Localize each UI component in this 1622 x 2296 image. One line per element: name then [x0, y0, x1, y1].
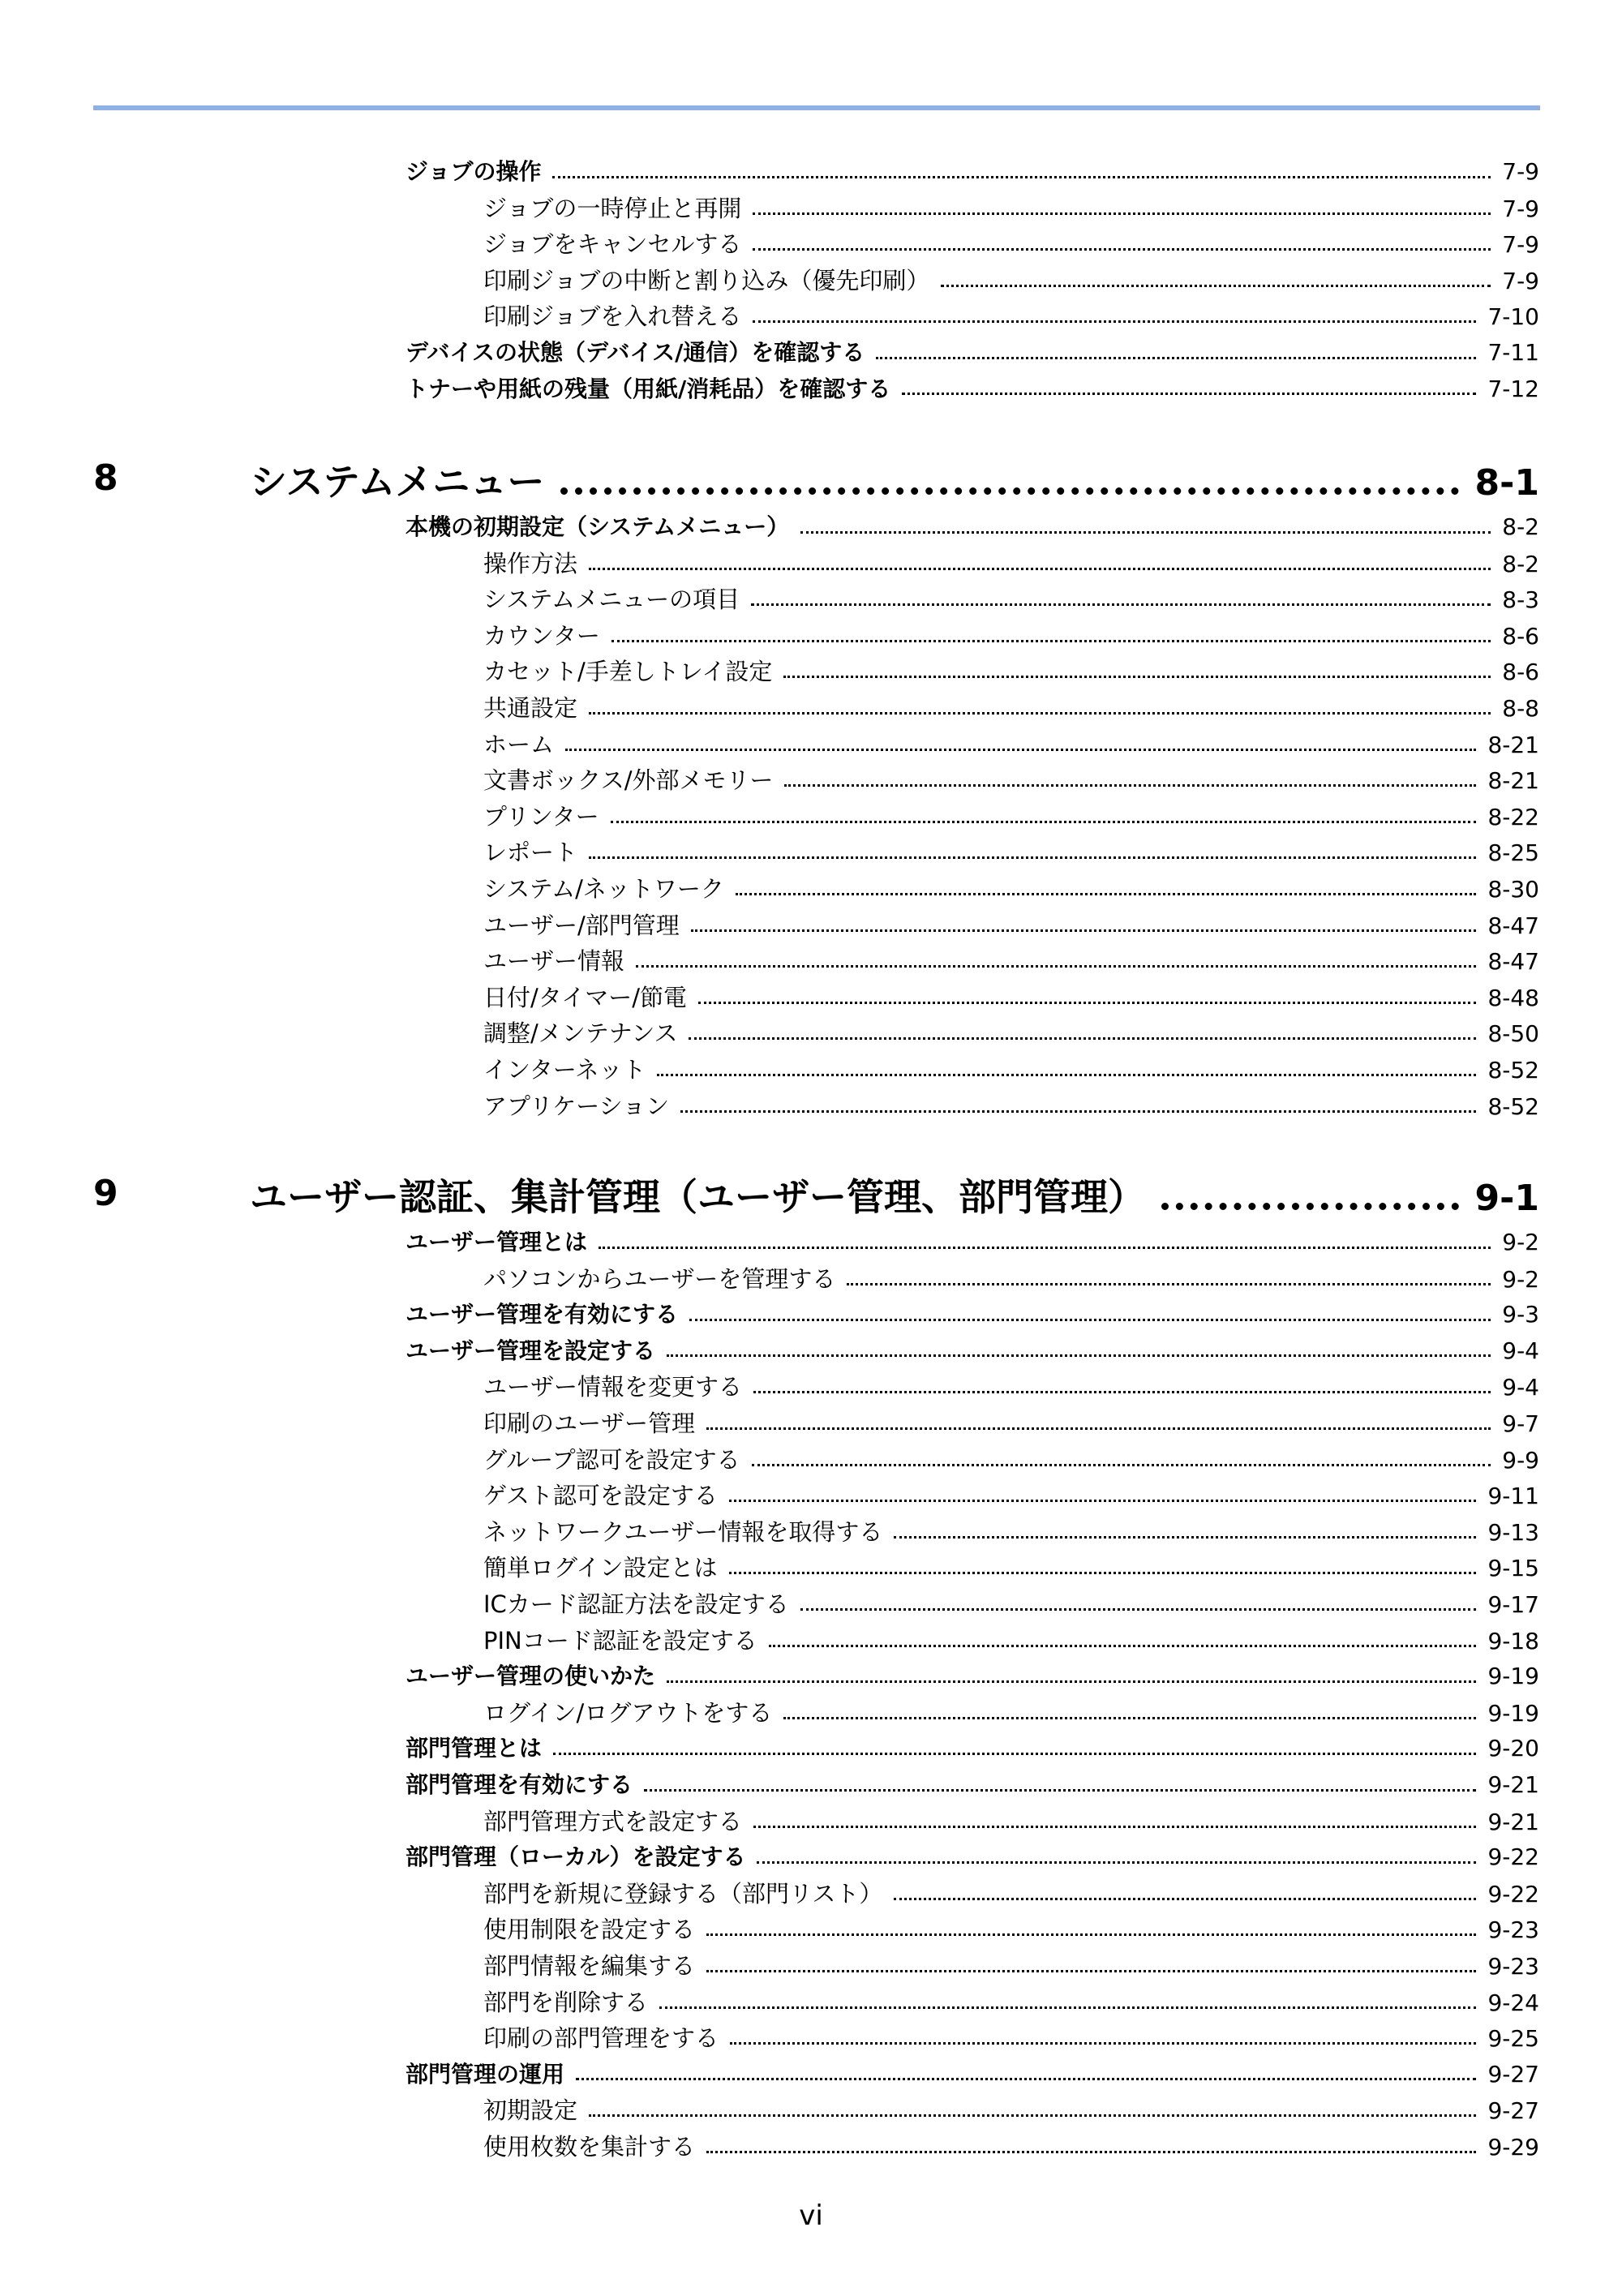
dot-leader	[847, 1283, 1491, 1285]
toc-entry-page: 7-12	[1487, 375, 1539, 402]
toc-entry-title: 印刷のユーザー管理	[483, 1410, 696, 1437]
toc-entry-title: 部門管理の運用	[406, 2060, 565, 2088]
dot-leader	[552, 176, 1491, 178]
toc-entry-page: 8-30	[1487, 876, 1539, 903]
toc-subsection-entry[interactable]	[483, 1514, 1539, 1547]
toc-entry-title: システム/ネットワーク	[483, 875, 724, 903]
header-rule	[93, 105, 1540, 110]
toc-subsection-entry[interactable]	[483, 582, 1539, 615]
dot-leader	[902, 393, 1476, 395]
dot-leader	[659, 2006, 1476, 2009]
toc-entry-page: 9-27	[1487, 2060, 1539, 2088]
toc-entry-title: 日付/タイマー/節電	[483, 983, 687, 1011]
toc-entry-page: 7-9	[1502, 158, 1539, 185]
toc-entry-page: 9-21	[1487, 1808, 1539, 1835]
toc-subsection-entry[interactable]	[483, 1015, 1539, 1049]
toc-entry-title: 印刷ジョブを入れ替える	[483, 303, 742, 331]
toc-entry-title: 操作方法	[483, 549, 578, 577]
toc-entry-title: ネットワークユーザー情報を取得する	[483, 1517, 883, 1546]
toc-section-entry[interactable]	[406, 2057, 1539, 2089]
toc-section-entry[interactable]	[406, 509, 1539, 542]
dot-leader	[589, 2114, 1476, 2117]
chapter-8-title: システムメニュー	[250, 460, 545, 504]
dot-leader	[560, 487, 1458, 495]
toc-entry-page: 9-29	[1487, 2134, 1539, 2161]
toc-entry-page: 7-10	[1487, 303, 1539, 331]
toc-entry-page: 9-23	[1487, 1953, 1539, 1980]
toc-subsection-entry[interactable]	[483, 298, 1539, 332]
dot-leader	[589, 568, 1491, 570]
toc-subsection-entry[interactable]	[483, 2129, 1539, 2162]
toc-subsection-entry[interactable]	[483, 1985, 1539, 2018]
toc-subsection-entry[interactable]	[483, 1623, 1539, 1656]
toc-entry-page: 9-4	[1502, 1374, 1539, 1401]
dot-leader	[689, 1037, 1476, 1040]
toc-entry-title: カウンター	[483, 621, 600, 650]
dot-leader	[589, 712, 1491, 715]
toc-entry-page: 8-47	[1487, 948, 1539, 976]
toc-subsection-entry[interactable]	[483, 762, 1539, 796]
dot-leader	[730, 2042, 1476, 2045]
toc-entry-title: 部門管理を有効にする	[406, 1771, 633, 1798]
dot-leader	[706, 1933, 1476, 1936]
toc-entry-title: 本機の初期設定（システムメニュー）	[406, 513, 790, 540]
toc-entry-page: 9-18	[1487, 1627, 1539, 1654]
toc-entry-title: 共通設定	[483, 694, 578, 722]
toc-entry-title: ユーザー情報を変更する	[483, 1373, 743, 1401]
toc-entry-title: 部門管理方式を設定する	[483, 1807, 743, 1835]
dot-leader	[698, 1002, 1476, 1004]
toc-entry-title: ジョブの一時停止と再開	[483, 194, 742, 222]
toc-subsection-entry[interactable]	[483, 1695, 1539, 1728]
toc-subsection-entry[interactable]	[483, 871, 1539, 904]
toc-entry-page: 9-23	[1487, 1916, 1539, 1944]
dot-leader	[689, 1319, 1491, 1321]
toc-entry-page: 9-2	[1502, 1229, 1539, 1255]
toc-entry-page: 9-2	[1502, 1265, 1539, 1293]
toc-entry-page: 9-22	[1487, 1880, 1539, 1908]
dot-leader	[706, 2151, 1476, 2153]
toc-entry-page: 8-52	[1487, 1092, 1539, 1120]
toc-entry-page: 8-2	[1502, 513, 1539, 540]
dot-leader	[553, 1753, 1476, 1755]
toc-entry-title: トナーや用紙の残量（用紙/消耗品）を確認する	[406, 375, 891, 402]
dot-leader	[729, 1500, 1477, 1502]
toc-entry-title: ジョブをキャンセルする	[483, 230, 742, 259]
toc-section-entry[interactable]	[406, 371, 1539, 404]
toc-subsection-entry[interactable]	[483, 690, 1539, 723]
toc-entry-title: PINコード認証を設定する	[483, 1626, 757, 1654]
dot-leader	[876, 357, 1476, 359]
dot-leader	[736, 893, 1477, 895]
toc-entry-title: カセット/手差しトレイ設定	[483, 658, 773, 686]
toc-entry-title: 簡単ログイン設定とは	[483, 1554, 718, 1582]
toc-entry-title: 文書ボックス/外部メモリー	[483, 766, 774, 795]
dot-leader	[691, 929, 1477, 932]
dot-leader	[894, 1536, 1476, 1539]
toc-section-entry[interactable]	[406, 1225, 1539, 1257]
toc-section-entry[interactable]	[406, 335, 1539, 367]
toc-subsection-entry[interactable]	[483, 1586, 1539, 1620]
dot-leader	[751, 603, 1491, 606]
toc-entry-title: 初期設定	[483, 2096, 578, 2125]
toc-entry-page: 9-20	[1487, 1735, 1539, 1762]
dot-leader	[657, 1074, 1476, 1076]
dot-leader	[636, 965, 1476, 968]
toc-entry-title: グループ認可を設定する	[483, 1445, 740, 1474]
toc-entry-title: デバイスの状態（デバイス/通信）を確認する	[406, 339, 865, 366]
toc-entry-page: 9-27	[1487, 2097, 1539, 2125]
toc-entry-title: 部門を削除する	[483, 1988, 649, 2016]
toc-subsection-entry[interactable]	[483, 943, 1539, 976]
toc-entry-title: アプリケーション	[483, 1092, 670, 1120]
chapter-8-heading[interactable]	[250, 453, 1539, 506]
toc-section-entry[interactable]	[406, 1333, 1539, 1366]
dot-leader	[769, 1645, 1477, 1647]
dot-leader	[941, 285, 1491, 287]
dot-leader	[753, 1826, 1476, 1828]
dot-leader	[783, 1717, 1476, 1719]
toc-entry-title: パソコンからユーザーを管理する	[483, 1264, 836, 1293]
toc-entry-page: 9-17	[1487, 1591, 1539, 1618]
toc-entry-page: 7-9	[1502, 195, 1539, 222]
dot-leader	[706, 1970, 1476, 1972]
dot-leader	[680, 1110, 1476, 1113]
page-folio: vi	[799, 2199, 823, 2232]
toc-section-entry[interactable]	[406, 1297, 1539, 1329]
toc-entry-page: 8-3	[1502, 586, 1539, 614]
dot-leader	[783, 676, 1491, 678]
toc-entry-page: 8-2	[1502, 550, 1539, 577]
dot-leader	[589, 856, 1476, 859]
toc-entry-page: 8-8	[1502, 695, 1539, 722]
toc-entry-page: 9-19	[1487, 1663, 1539, 1690]
dot-leader	[784, 784, 1476, 787]
toc-entry-page: 8-22	[1487, 803, 1539, 830]
chapter-8-page: 8-1	[1474, 462, 1539, 504]
toc-subsection-entry[interactable]	[483, 546, 1539, 579]
toc-entry-title: ゲスト認可を設定する	[483, 1482, 718, 1510]
toc-entry-title: 調整/メンテナンス	[483, 1019, 678, 1048]
toc-subsection-entry[interactable]	[483, 2092, 1539, 2126]
toc-entry-page: 8-50	[1487, 1020, 1539, 1048]
toc-entry-title: 部門管理（ローカル）を設定する	[406, 1843, 746, 1871]
dot-leader	[1161, 1203, 1459, 1210]
dot-leader	[753, 212, 1491, 215]
toc-entry-title: 印刷ジョブの中断と割り込み（優先印刷）	[483, 266, 930, 294]
toc-subsection-entry[interactable]	[483, 226, 1539, 260]
toc-entry-title: ユーザー管理の使いかた	[406, 1663, 656, 1690]
toc-entry-page: 9-25	[1487, 2025, 1539, 2053]
toc-subsection-entry[interactable]	[483, 1478, 1539, 1511]
toc-subsection-entry[interactable]	[483, 835, 1539, 868]
toc-entry-page: 9-3	[1502, 1301, 1539, 1328]
toc-entry-title: ユーザー管理を有効にする	[406, 1301, 679, 1328]
toc-entry-title: ジョブの操作	[406, 158, 542, 185]
toc-entry-page: 9-11	[1487, 1483, 1539, 1510]
toc-section-entry[interactable]	[406, 1731, 1539, 1763]
dot-leader	[752, 1464, 1491, 1466]
toc-entry-title: ユーザー情報	[483, 947, 625, 976]
dot-leader	[599, 1247, 1491, 1249]
dot-leader	[644, 1789, 1476, 1792]
toc-entry-title: ユーザー管理とは	[406, 1229, 588, 1255]
toc-subsection-entry[interactable]	[483, 1876, 1539, 1909]
toc-entry-page: 8-6	[1502, 659, 1539, 686]
dot-leader	[611, 640, 1491, 642]
chapter-9-heading[interactable]	[250, 1168, 1539, 1221]
toc-subsection-entry[interactable]	[483, 191, 1539, 224]
toc-entry-page: 8-21	[1487, 731, 1539, 758]
dot-leader	[667, 1680, 1476, 1683]
toc-entry-title: プリンター	[483, 802, 599, 830]
toc-entry-page: 9-4	[1502, 1337, 1539, 1364]
dot-leader	[800, 531, 1491, 534]
toc-entry-page: 7-11	[1487, 339, 1539, 366]
toc-subsection-entry[interactable]	[483, 1550, 1539, 1583]
dot-leader	[565, 749, 1476, 751]
toc-entry-page: 9-9	[1502, 1446, 1539, 1474]
toc-entry-title: ホーム	[483, 730, 555, 758]
toc-entry-title: 使用制限を設定する	[483, 1916, 696, 1944]
chapter-9-title: ユーザー認証、集計管理（ユーザー管理、部門管理）	[250, 1175, 1145, 1219]
toc-entry-title: ユーザー/部門管理	[483, 911, 680, 939]
toc-entry-title: 部門管理とは	[406, 1735, 543, 1762]
toc-entry-page: 8-47	[1487, 912, 1539, 939]
dot-leader	[576, 2078, 1476, 2080]
toc-entry-page: 9-22	[1487, 1843, 1539, 1871]
toc-subsection-entry[interactable]	[483, 799, 1539, 832]
dot-leader	[706, 1427, 1491, 1430]
toc-entry-title: インターネット	[483, 1056, 646, 1084]
toc-entry-page: 9-15	[1487, 1555, 1539, 1582]
toc-subsection-entry[interactable]	[483, 1804, 1539, 1837]
toc-section-entry[interactable]	[406, 1767, 1539, 1800]
toc-section-entry[interactable]	[406, 1659, 1539, 1691]
toc-entry-title: ICカード認証方法を設定する	[483, 1590, 789, 1618]
toc-entry-title: 部門を新規に登録する（部門リスト）	[483, 1879, 883, 1908]
toc-entry-title: システムメニューの項目	[483, 586, 740, 614]
toc-entry-page: 9-19	[1487, 1699, 1539, 1727]
toc-entry-title: 使用枚数を集計する	[483, 2133, 696, 2161]
toc-entry-page: 8-52	[1487, 1057, 1539, 1084]
toc-entry-page: 8-25	[1487, 839, 1539, 867]
toc-subsection-entry[interactable]	[483, 1261, 1539, 1294]
dot-leader	[800, 1608, 1477, 1611]
toc-entry-title: 部門情報を編集する	[483, 1952, 696, 1980]
toc-entry-page: 7-9	[1502, 267, 1539, 294]
toc-entry-page: 8-48	[1487, 984, 1539, 1011]
toc-entry-page: 9-7	[1502, 1410, 1539, 1437]
toc-entry-page: 9-21	[1487, 1771, 1539, 1798]
toc-subsection-entry[interactable]	[483, 1052, 1539, 1085]
dot-leader	[894, 1898, 1476, 1900]
toc-subsection-entry[interactable]	[483, 1369, 1539, 1402]
dot-leader	[757, 1861, 1476, 1864]
dot-leader	[753, 248, 1491, 251]
toc-subsection-entry[interactable]	[483, 980, 1539, 1013]
chapter-9-page: 9-1	[1474, 1178, 1539, 1219]
toc-subsection-entry[interactable]	[483, 1405, 1539, 1439]
toc-entry-page: 9-13	[1487, 1518, 1539, 1546]
dot-leader	[753, 1391, 1491, 1393]
chapter-9-number: 9	[93, 1173, 118, 1214]
toc-subsection-entry[interactable]	[483, 618, 1539, 651]
dot-leader	[753, 320, 1476, 323]
toc-section-entry[interactable]	[406, 154, 1539, 187]
dot-leader	[729, 1572, 1477, 1574]
dot-leader	[611, 821, 1477, 823]
toc-subsection-entry[interactable]	[483, 1912, 1539, 1945]
toc-subsection-entry[interactable]	[483, 654, 1539, 687]
toc-section-entry[interactable]	[406, 1839, 1539, 1872]
toc-entry-title: レポート	[483, 839, 578, 867]
toc-entry-title: 印刷の部門管理をする	[483, 2024, 719, 2053]
toc-entry-page: 8-6	[1502, 622, 1539, 650]
toc-entry-page: 9-24	[1487, 1989, 1539, 2016]
toc-subsection-entry[interactable]	[483, 1442, 1539, 1475]
toc-subsection-entry[interactable]	[483, 2020, 1539, 2054]
toc-subsection-entry[interactable]	[483, 1948, 1539, 1981]
toc-entry-title: ユーザー管理を設定する	[406, 1337, 656, 1364]
toc-subsection-entry[interactable]	[483, 727, 1539, 760]
dot-leader	[667, 1354, 1491, 1357]
toc-subsection-entry[interactable]	[483, 263, 1539, 296]
toc-entry-page: 8-21	[1487, 767, 1539, 795]
toc-subsection-entry[interactable]	[483, 1088, 1539, 1122]
toc-subsection-entry[interactable]	[483, 908, 1539, 941]
toc-entry-page: 7-9	[1502, 231, 1539, 259]
toc-entry-title: ログイン/ログアウトをする	[483, 1698, 773, 1727]
chapter-8-number: 8	[93, 457, 118, 499]
